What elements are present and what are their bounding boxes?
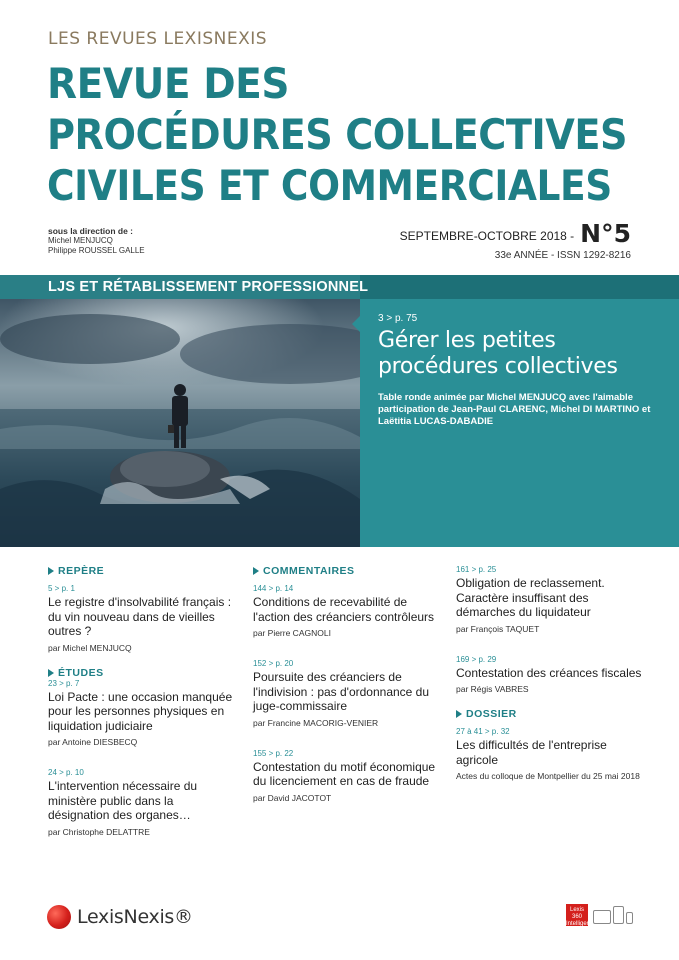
journal-title-line-1: REVUE DES — [47, 59, 290, 108]
issue-date: SEPTEMBRE-OCTOBRE 2018 - — [399, 229, 575, 243]
cover-photo — [0, 299, 360, 547]
section-header-etudes — [48, 667, 238, 679]
banner-label: LJS ET RÉTABLISSEMENT PROFESSIONNEL — [48, 279, 369, 295]
feature-subtitle: Table ronde animée par Michel MENJUCQ avec l'aimable participation de Jean-Paul CLARENC, Michel DI MARTINO et Laëtitia LUCAS-DABADIE — [378, 392, 651, 427]
desktop-icon — [593, 910, 611, 924]
article-ref: 5 > p. 1 — [48, 584, 75, 593]
issue-info — [400, 221, 631, 246]
article-ref: 24 > p. 10 — [48, 768, 84, 777]
column-1 — [48, 565, 238, 837]
article-title: Le registre d'insolvabilité français : du vin nouveau dans de vieilles outres ? — [48, 595, 232, 638]
article-ref: 161 > p. 25 — [456, 565, 497, 574]
article-title: Loi Pacte : une occasion manquée pour les personnes physiques en liquidation judiciaire — [48, 689, 233, 733]
article-author: par Francine MACORIG-VENIER — [253, 717, 379, 728]
triangle-icon — [456, 710, 462, 718]
triangle-icon — [253, 567, 259, 575]
feature-title: Gérer les petites procédures collectives — [378, 328, 618, 379]
article-ref: 23 > p. 7 — [48, 678, 80, 688]
article-title: Contestation des créances fiscales — [456, 665, 642, 680]
series-label: LES REVUES LEXISNEXIS — [48, 29, 268, 49]
lexisnexis-mark-icon — [47, 905, 71, 929]
article-title: L'intervention nécessaire du ministère public dans la désignation des organes… — [48, 779, 198, 822]
brand-wordmark: LexisNexis® — [77, 906, 193, 928]
editorial-direction — [48, 226, 145, 256]
column-3 — [456, 558, 646, 781]
issue-year-issn: 33e ANNÉE - ISSN 1292-8216 — [494, 250, 631, 261]
article-ref: 152 > p. 20 — [253, 659, 294, 668]
director-name: Michel MENJUCQ — [48, 236, 113, 245]
triangle-icon — [48, 567, 54, 575]
article-author: par Antoine DIESBECQ — [48, 737, 138, 747]
column-2 — [253, 565, 443, 803]
section-header-dossier — [456, 708, 646, 720]
journal-title-line-2: PROCÉDURES COLLECTIVES — [47, 110, 628, 159]
article-author: Actes du colloque de Montpellier du 25 mai 2018 — [456, 771, 640, 781]
article-author: par Michel MENJUCQ — [48, 642, 132, 653]
triangle-icon — [48, 669, 54, 677]
article-title: Obligation de reclassement. Caractère insuffisant des démarches du liquidateur — [456, 576, 605, 619]
article-author: par Régis VABRES — [456, 684, 529, 694]
article-author: par François TAQUET — [456, 623, 540, 634]
article-author: par Christophe DELATTRE — [48, 826, 150, 837]
panel-notch — [352, 315, 361, 333]
article-ref: 169 > p. 29 — [456, 654, 497, 664]
article-author: par Pierre CAGNOLI — [253, 628, 331, 638]
article-ref: 27 à 41 > p. 32 — [456, 727, 510, 736]
article-title: Les difficultés de l'entreprise agricole — [456, 738, 607, 767]
phone-icon — [626, 912, 633, 924]
article-ref: 144 > p. 14 — [253, 584, 294, 593]
section-label: DOSSIER — [466, 708, 517, 720]
director-name: Philippe ROUSSEL GALLE — [48, 246, 145, 255]
direction-label: sous la direction de : — [48, 226, 134, 236]
issue-number: N°5 — [580, 219, 631, 248]
tablet-icon — [613, 906, 624, 924]
article-title: Conditions de recevabilité de l'action des créanciers contrôleurs — [253, 595, 435, 624]
feature-ref: 3 > p. 75 — [378, 313, 418, 324]
section-label: COMMENTAIRES — [263, 565, 355, 577]
article-title: Contestation du motif économique du licenciement en cas de fraude — [253, 759, 436, 788]
article-author: par David JACOTOT — [253, 792, 332, 803]
article-title: Poursuite des créanciers de l'indivision : pas d'ordonnance du juge-commissaire — [253, 670, 430, 713]
section-label: ÉTUDES — [58, 666, 104, 679]
section-header-repere — [48, 565, 238, 577]
section-header-commentaires — [253, 565, 443, 577]
journal-title-line-3: CIVILES ET COMMERCIALES — [47, 161, 612, 210]
lexisnexis-logo — [47, 905, 193, 929]
section-label: REPÈRE — [58, 565, 105, 577]
devices-icon — [593, 906, 633, 924]
stormy-sea-image — [0, 299, 360, 547]
banner-bar-edge — [360, 275, 679, 299]
lexis360-badge: Lexis 360 Intelligence — [566, 904, 588, 926]
article-ref: 155 > p. 22 — [253, 748, 294, 758]
